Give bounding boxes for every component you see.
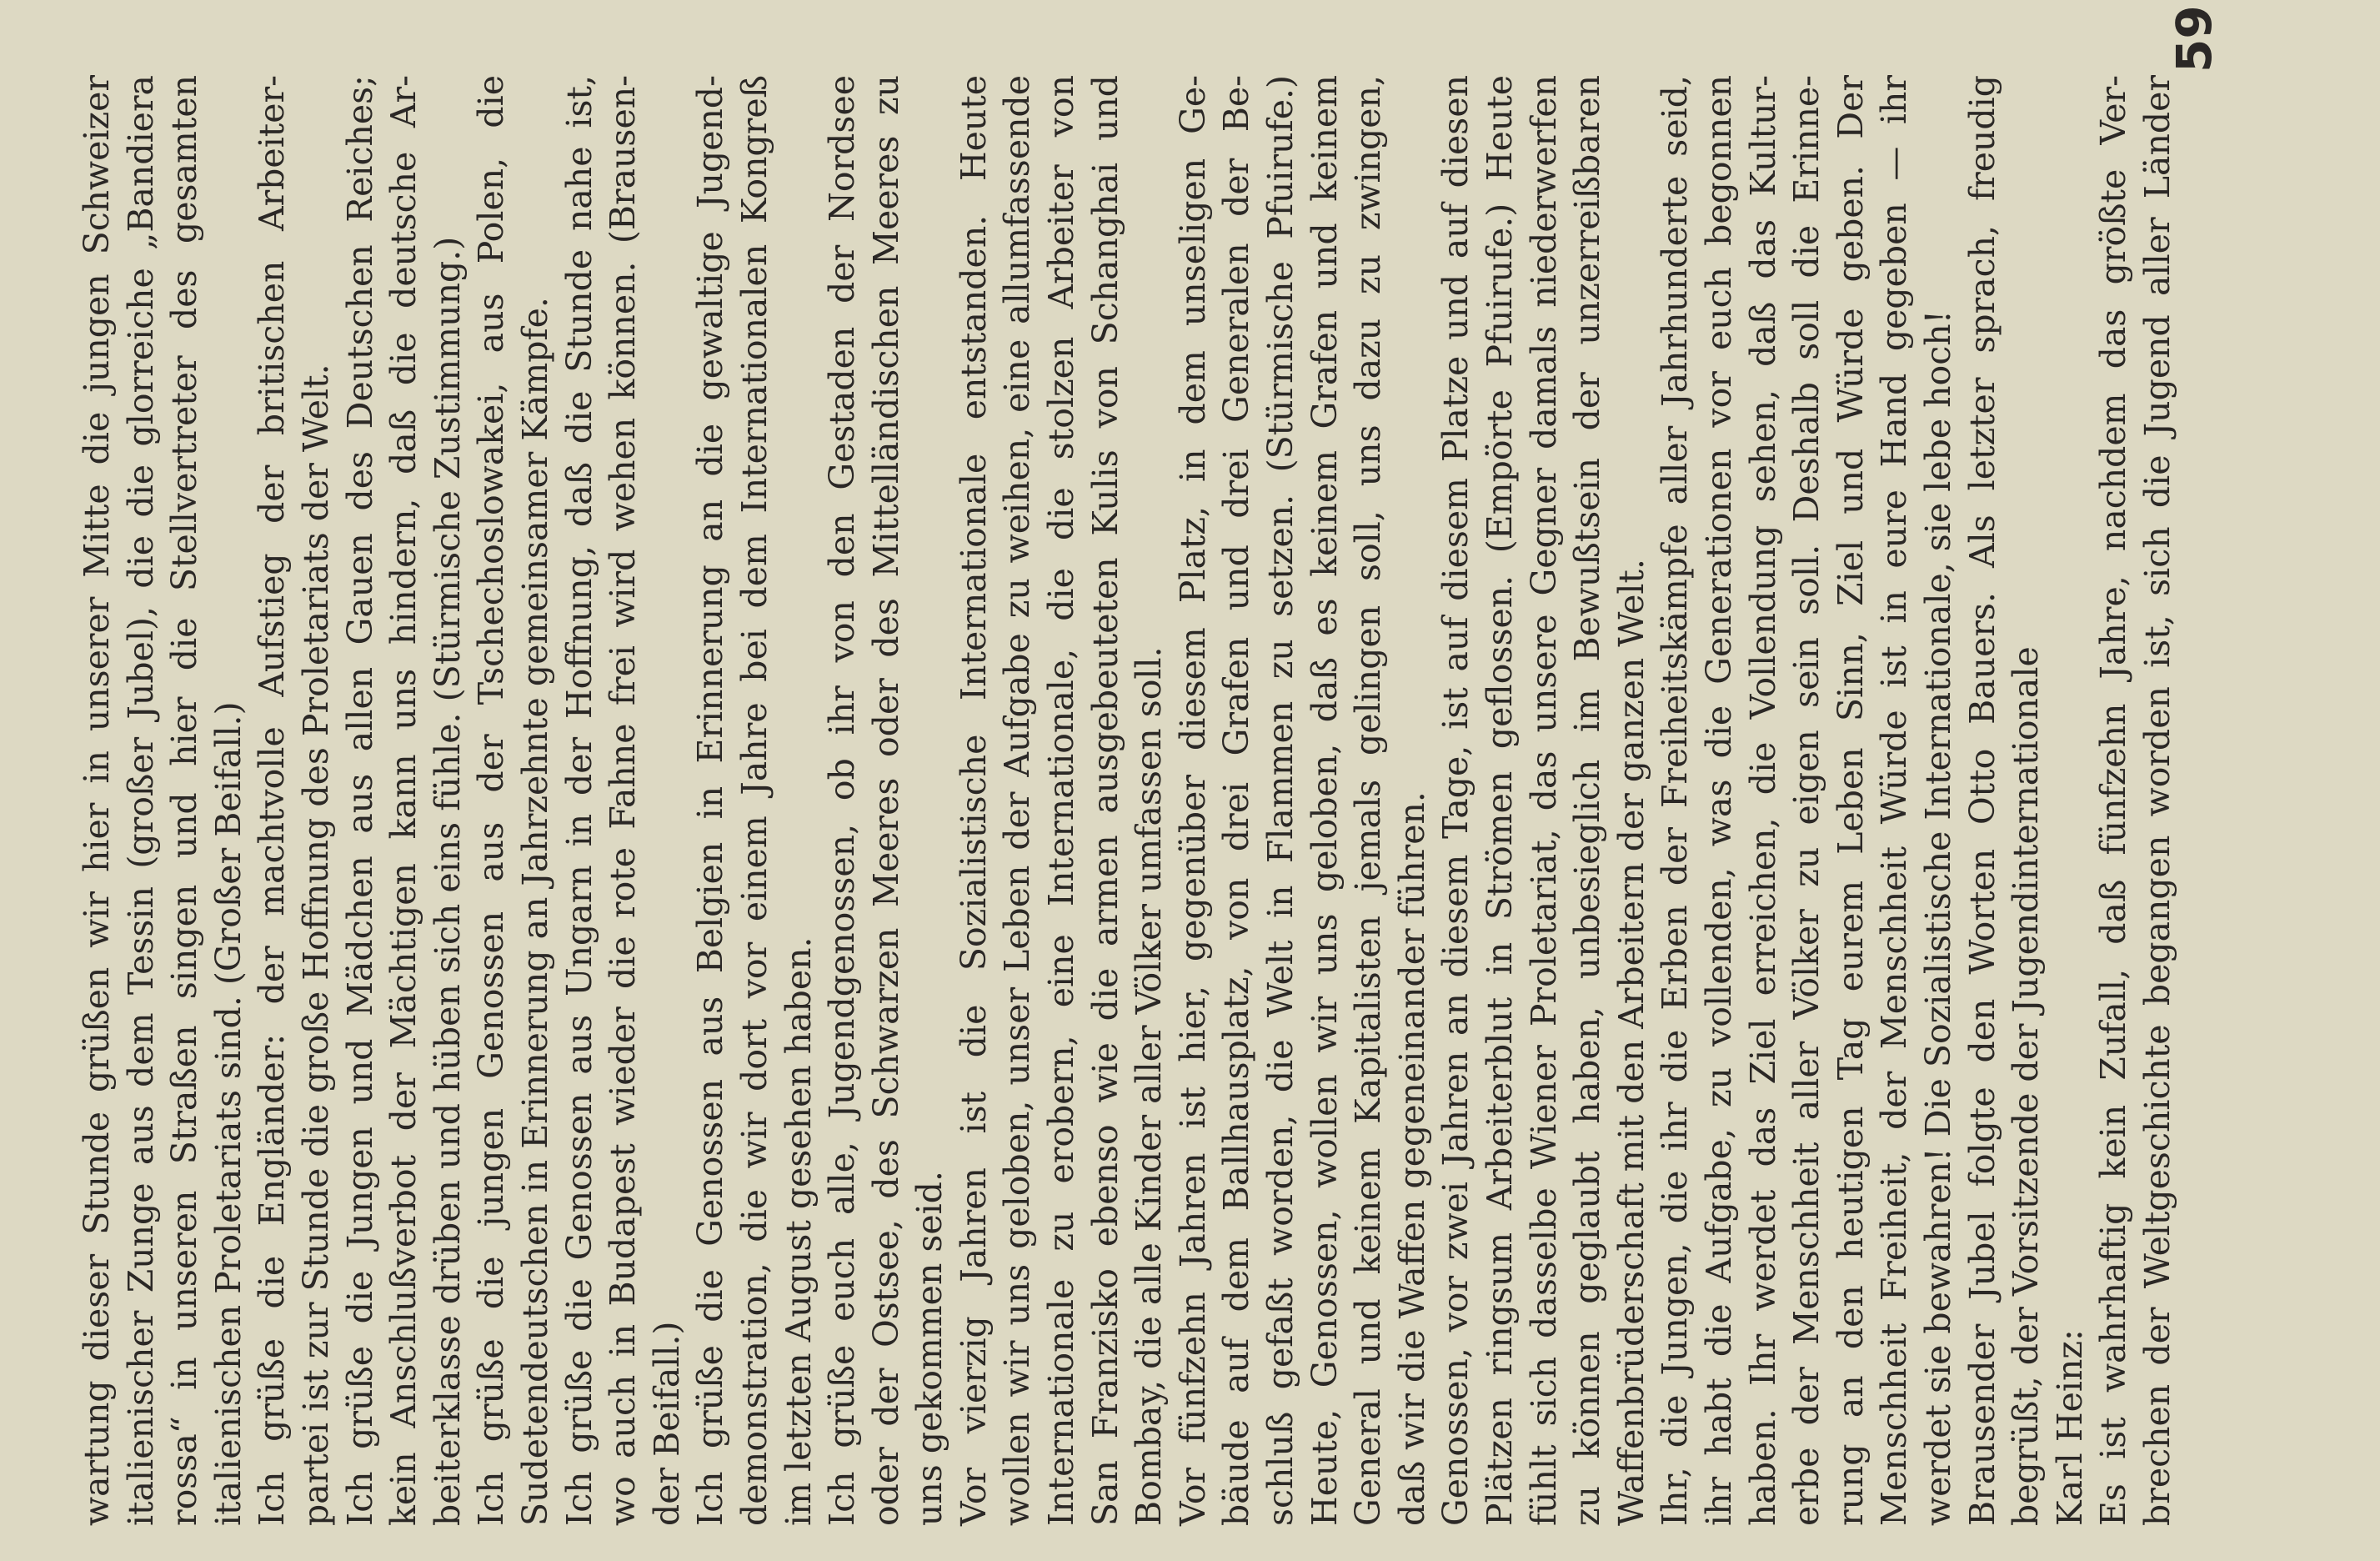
text-line: haben. Ihr werdet das Ziel erreichen, die Vollendung sehen, daß das Kultur-	[1742, 75, 1783, 1526]
text-line: rung an den heutigen Tag eurem Leben Sinn, Ziel und Würde geben. Der	[1830, 75, 1871, 1526]
speaker-heading: Karl Heinz:	[2049, 1329, 2090, 1526]
page-number: 59	[2166, 5, 2222, 73]
text-line: beiterklasse drüben und hüben sich eins fühle. (Stürmische Zustimmung.)	[427, 236, 468, 1526]
text-line: San Franzisko ebenso wie die armen ausgebeuteten Kulis von Schanghai und	[1085, 75, 1125, 1526]
text-line: fühlt sich dasselbe Wiener Proletariat, das unsere Gegner damals niederwerfen	[1523, 75, 1564, 1526]
text-line: werdet sie bewahren! Die Sozialistische Internationale, sie lebe hoch!	[1917, 309, 1958, 1526]
text-line: Vor fünfzehn Jahren ist hier, gegenüber diesem Platz, in dem unseligen Ge-	[1172, 75, 1213, 1526]
text-line: Es ist wahrhaftig kein Zufall, daß fünfzehn Jahre, nachdem das größte Ver-	[2093, 75, 2134, 1526]
text-line: Internationale zu erobern, eine Internationale, die die stolzen Arbeiter von	[1041, 75, 1082, 1526]
text-line: rossa“ in unseren Straßen singen und hier die Stellvertreter des gesamten	[164, 75, 205, 1526]
text-line: Vor vierzig Jahren ist die Sozialistische Internationale entstanden. Heute	[953, 75, 994, 1526]
text-line: Ich grüße die Jungen und Mädchen aus allen Gauen des Deutschen Reiches;	[339, 75, 380, 1526]
text-line: partei ist zur Stunde die große Hoffnung des Proletariats der Welt.	[295, 364, 336, 1526]
text-line: brechen der Weltgeschichte begangen worden ist, sich die Jugend aller Länder	[2137, 75, 2177, 1526]
text-line: daß wir die Waffen gegeneinander führen.	[1391, 791, 1432, 1526]
text-line: der Beifall.)	[646, 1321, 687, 1526]
text-line: zu können geglaubt haben, unbesieglich im Bewußtsein der unzerreißbaren	[1567, 75, 1608, 1526]
text-line: wollen wir uns geloben, unser Leben der Aufgabe zu weihen, eine allumfassende	[997, 75, 1038, 1526]
text-line: Ich grüße die Genossen aus Ungarn in der Hoffnung, daß die Stunde nahe ist,	[559, 75, 599, 1526]
text-line: bäude auf dem Ballhausplatz, von drei Grafen und drei Generalen der Be-	[1216, 75, 1257, 1526]
text-line: uns gekommen seid.	[909, 1170, 950, 1526]
text-line: General und keinem Kapitalisten jemals gelingen soll, uns dazu zu zwingen,	[1348, 75, 1389, 1526]
text-line: ihr habt die Aufgabe, zu vollenden, was die Generationen vor euch begonnen	[1698, 75, 1739, 1526]
text-line: italienischen Proletariats sind. (Großer Beifall.)	[208, 701, 248, 1526]
text-line: Plätzen ringsum Arbeiterblut in Strömen geflossen. (Empörte Pfuirufe.) Heute	[1480, 75, 1520, 1526]
text-line: Menschheit Freiheit, der Menschheit Würde ist in eure Hand gegeben — ihr	[1874, 75, 1915, 1526]
text-line: kein Anschlußverbot der Mächtigen kann uns hindern, daß die deutsche Ar-	[383, 75, 424, 1526]
text-line: Bombay, die alle Kinder aller Völker umfassen soll.	[1129, 646, 1170, 1526]
text-line: Brausender Jubel folgte den Worten Otto Bauers. Als letzter sprach, freudig	[1962, 75, 2002, 1526]
text-line: Ich grüße die Genossen aus Belgien in Erinnerung an die gewaltige Jugend-	[690, 75, 731, 1526]
text-line: oder der Ostsee, des Schwarzen Meeres oder des Mittelländischen Meeres zu	[865, 75, 906, 1526]
text-line: erbe der Menschheit aller Völker zu eigen sein soll. Deshalb soll die Erinne-	[1786, 75, 1827, 1526]
text-line: im letzten August gesehen haben.	[778, 936, 819, 1526]
text-line: italienischer Zunge aus dem Tessin (großer Jubel), die die glorreiche „Bandiera	[120, 75, 161, 1526]
body-text	[75, 75, 2180, 1526]
text-line: Ich grüße die Engländer: der machtvolle Aufstieg der britischen Arbeiter-	[252, 75, 293, 1526]
text-line: Sudetendeutschen in Erinnerung an Jahrzehnte gemeinsamer Kämpfe.	[514, 297, 555, 1526]
text-line: Ich grüße euch alle, Jugendgenossen, ob ihr von den Gestaden der Nordsee	[822, 75, 863, 1526]
text-line: demonstration, die wir dort vor einem Jahre bei dem Internationalen Kongreß	[734, 75, 774, 1526]
text-line: Ich grüße die jungen Genossen aus der Tschechoslowakei, aus Polen, die	[471, 75, 512, 1526]
text-line: wartung dieser Stunde grüßen wir hier in unserer Mitte die jungen Schweizer	[77, 75, 117, 1526]
text-line: Heute, Genossen, wollen wir uns geloben, daß es keinem Grafen und keinem	[1304, 75, 1345, 1526]
text-line: Genossen, vor zwei Jahren an diesem Tage, ist auf diesem Platze und auf diesen	[1436, 75, 1476, 1526]
text-line: schluß gefaßt worden, die Welt in Flammen zu setzen. (Stürmische Pfuirufe.)	[1260, 75, 1301, 1526]
text-line: wo auch in Budapest wieder die rote Fahne frei wird wehen können. (Brausen-	[603, 75, 644, 1526]
text-line: Ihr, die Jungen, die ihr die Erben der Freiheitskämpfe aller Jahrhunderte seid,	[1655, 75, 1696, 1526]
text-line: begrüßt, der Vorsitzende der Jugendinternationale	[2006, 646, 2047, 1526]
text-line: Waffenbrüderschaft mit den Arbeitern der ganzen Welt.	[1611, 559, 1651, 1526]
